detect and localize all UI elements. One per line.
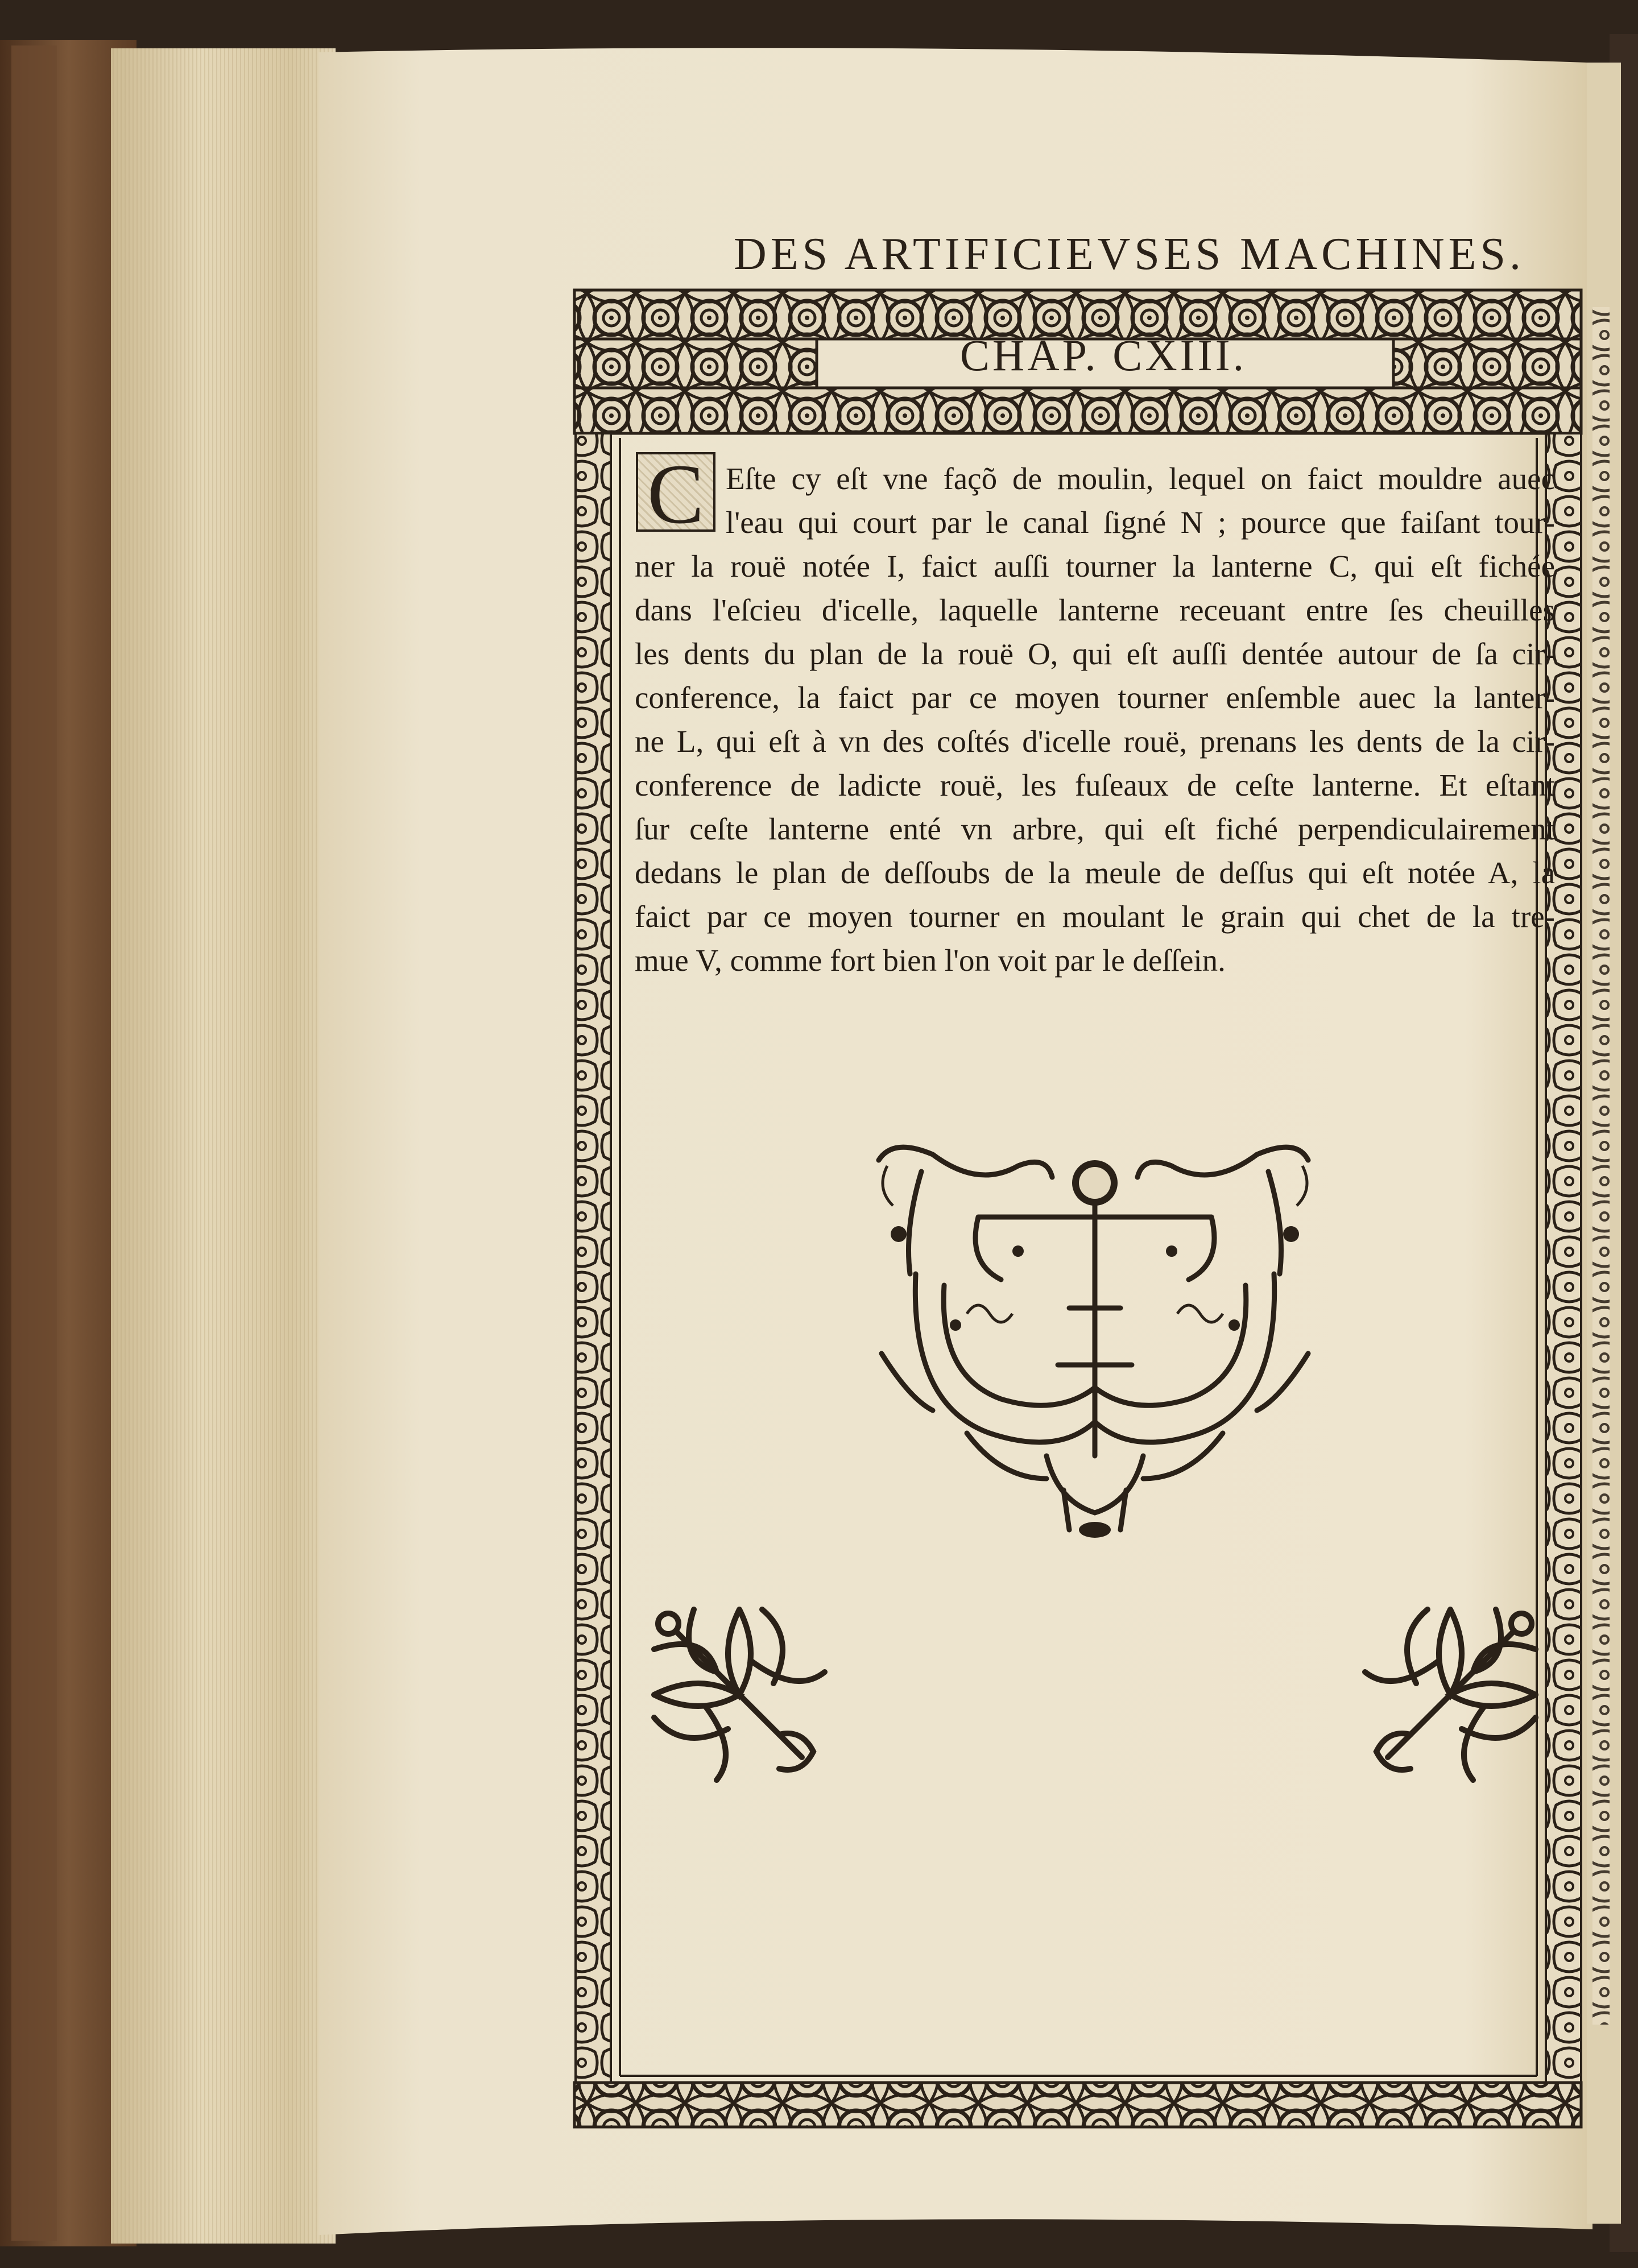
text-line: conference, la faict par ce moyen tourner enſemble auec la lanter- xyxy=(635,680,1555,715)
text-line: dedans le plan de deſſoubs de la meule de deſſus qui eſt notée A, la xyxy=(635,855,1555,890)
text-line: faict par ce moyen tourner en moulant le grain qui chet de la tre- xyxy=(635,899,1555,934)
text-line: ne L, qui eſt à vn des coſtés d'icelle rouë, prenans les dents de la cir- xyxy=(635,724,1555,759)
text-line: Eſte cy eſt vne façõ de moulin, lequel on faict mouldre auec xyxy=(726,461,1555,496)
text-line: dans l'eſcieu d'icelle, laquelle lanterne receuant entre ſes cheuilles xyxy=(635,593,1555,627)
text-line: mue V, comme fort bien l'on voit par le deſſein. xyxy=(635,943,1226,978)
text-line: ſur ceſte lanterne enté vn arbre, qui eſt fiché perpendiculairement xyxy=(635,812,1555,846)
running-head: DES ARTIFICIEVSES MACHINES. xyxy=(734,229,1525,279)
text-line: l'eau qui court par le canal ſigné N ; pource que faiſant tour- xyxy=(726,505,1555,540)
drop-cap: C xyxy=(636,452,715,532)
text-line: ner la rouë notée I, faict auſſi tourner la lanterne C, qui eſt fichée xyxy=(635,549,1555,583)
text-line: les dents du plan de la rouë O, qui eſt auſſi dentée autour de ſa cir- xyxy=(635,636,1555,671)
text-line: conference de ladicte rouë, les fuſeaux de ceſte lanterne. Et eſtant xyxy=(635,768,1555,802)
body-text xyxy=(635,457,1555,982)
chapter-title: CHAP. CXIII. xyxy=(959,330,1247,380)
